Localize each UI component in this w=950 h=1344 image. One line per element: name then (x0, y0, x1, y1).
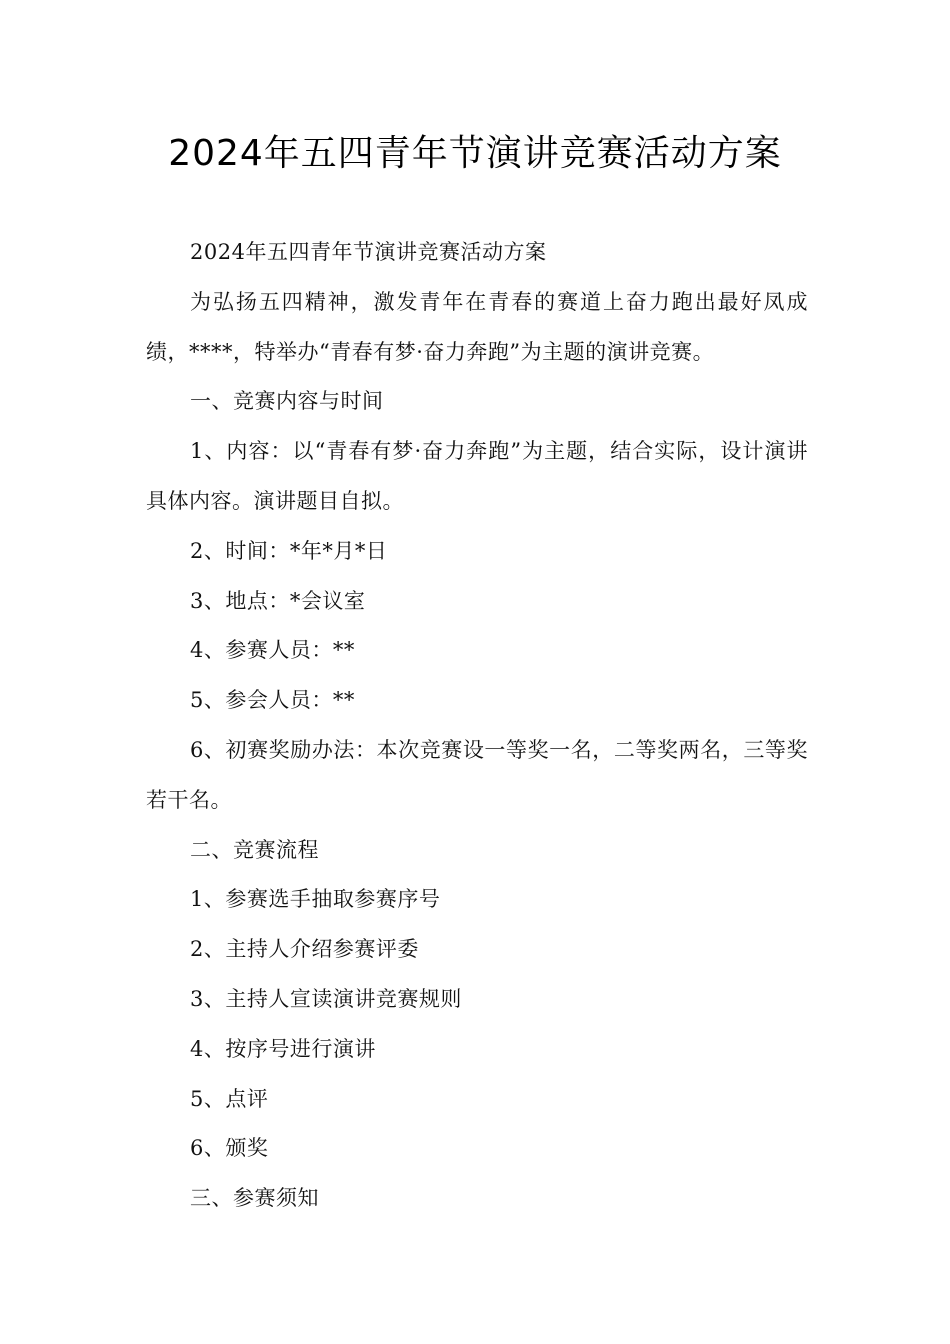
document-title: 2024年五四青年节演讲竞赛活动方案 (168, 133, 782, 174)
paragraph-location: 3、地点：*会议室 (190, 588, 366, 613)
list-item-step-6: 6、颁奖 (190, 1136, 269, 1161)
heading-section-1: 一、竞赛内容与时间 (190, 389, 384, 414)
paragraph-time: 2、时间：*年*月*日 (190, 538, 388, 563)
heading-section-2: 二、竞赛流程 (190, 837, 319, 862)
paragraph-content: 1、内容：以“青春有梦·奋力奔跑”为主题，结合实际，设计演讲具体内容。演讲题目自拟。 (146, 439, 808, 513)
paragraph-participants: 4、参赛人员：** (190, 638, 355, 663)
list-item-step-4: 4、按序号进行演讲 (190, 1036, 376, 1061)
paragraph-intro: 为弘扬五四精神，激发青年在青春的赛道上奋力跑出最好凤成绩，****，特举办“青春有梦·奋力奔跑”为主题的演讲竞赛。 (146, 289, 808, 364)
list-item-step-5: 5、点评 (190, 1086, 269, 1111)
paragraph-awards: 6、初赛奖励办法：本次竞赛设一等奖一名，二等奖两名，三等奖若干名。 (146, 737, 808, 812)
paragraph-subtitle: 2024年五四青年节演讲竞赛活动方案 (190, 240, 547, 264)
heading-section-3: 三、参赛须知 (190, 1186, 319, 1211)
paragraph-attendees: 5、参会人员：** (190, 688, 355, 713)
list-item-step-3: 3、主持人宣读演讲竞赛规则 (190, 986, 462, 1011)
list-item-step-1: 1、参赛选手抽取参赛序号 (190, 887, 441, 912)
document-body (146, 228, 808, 1224)
list-item-step-2: 2、主持人介绍参赛评委 (190, 937, 419, 962)
